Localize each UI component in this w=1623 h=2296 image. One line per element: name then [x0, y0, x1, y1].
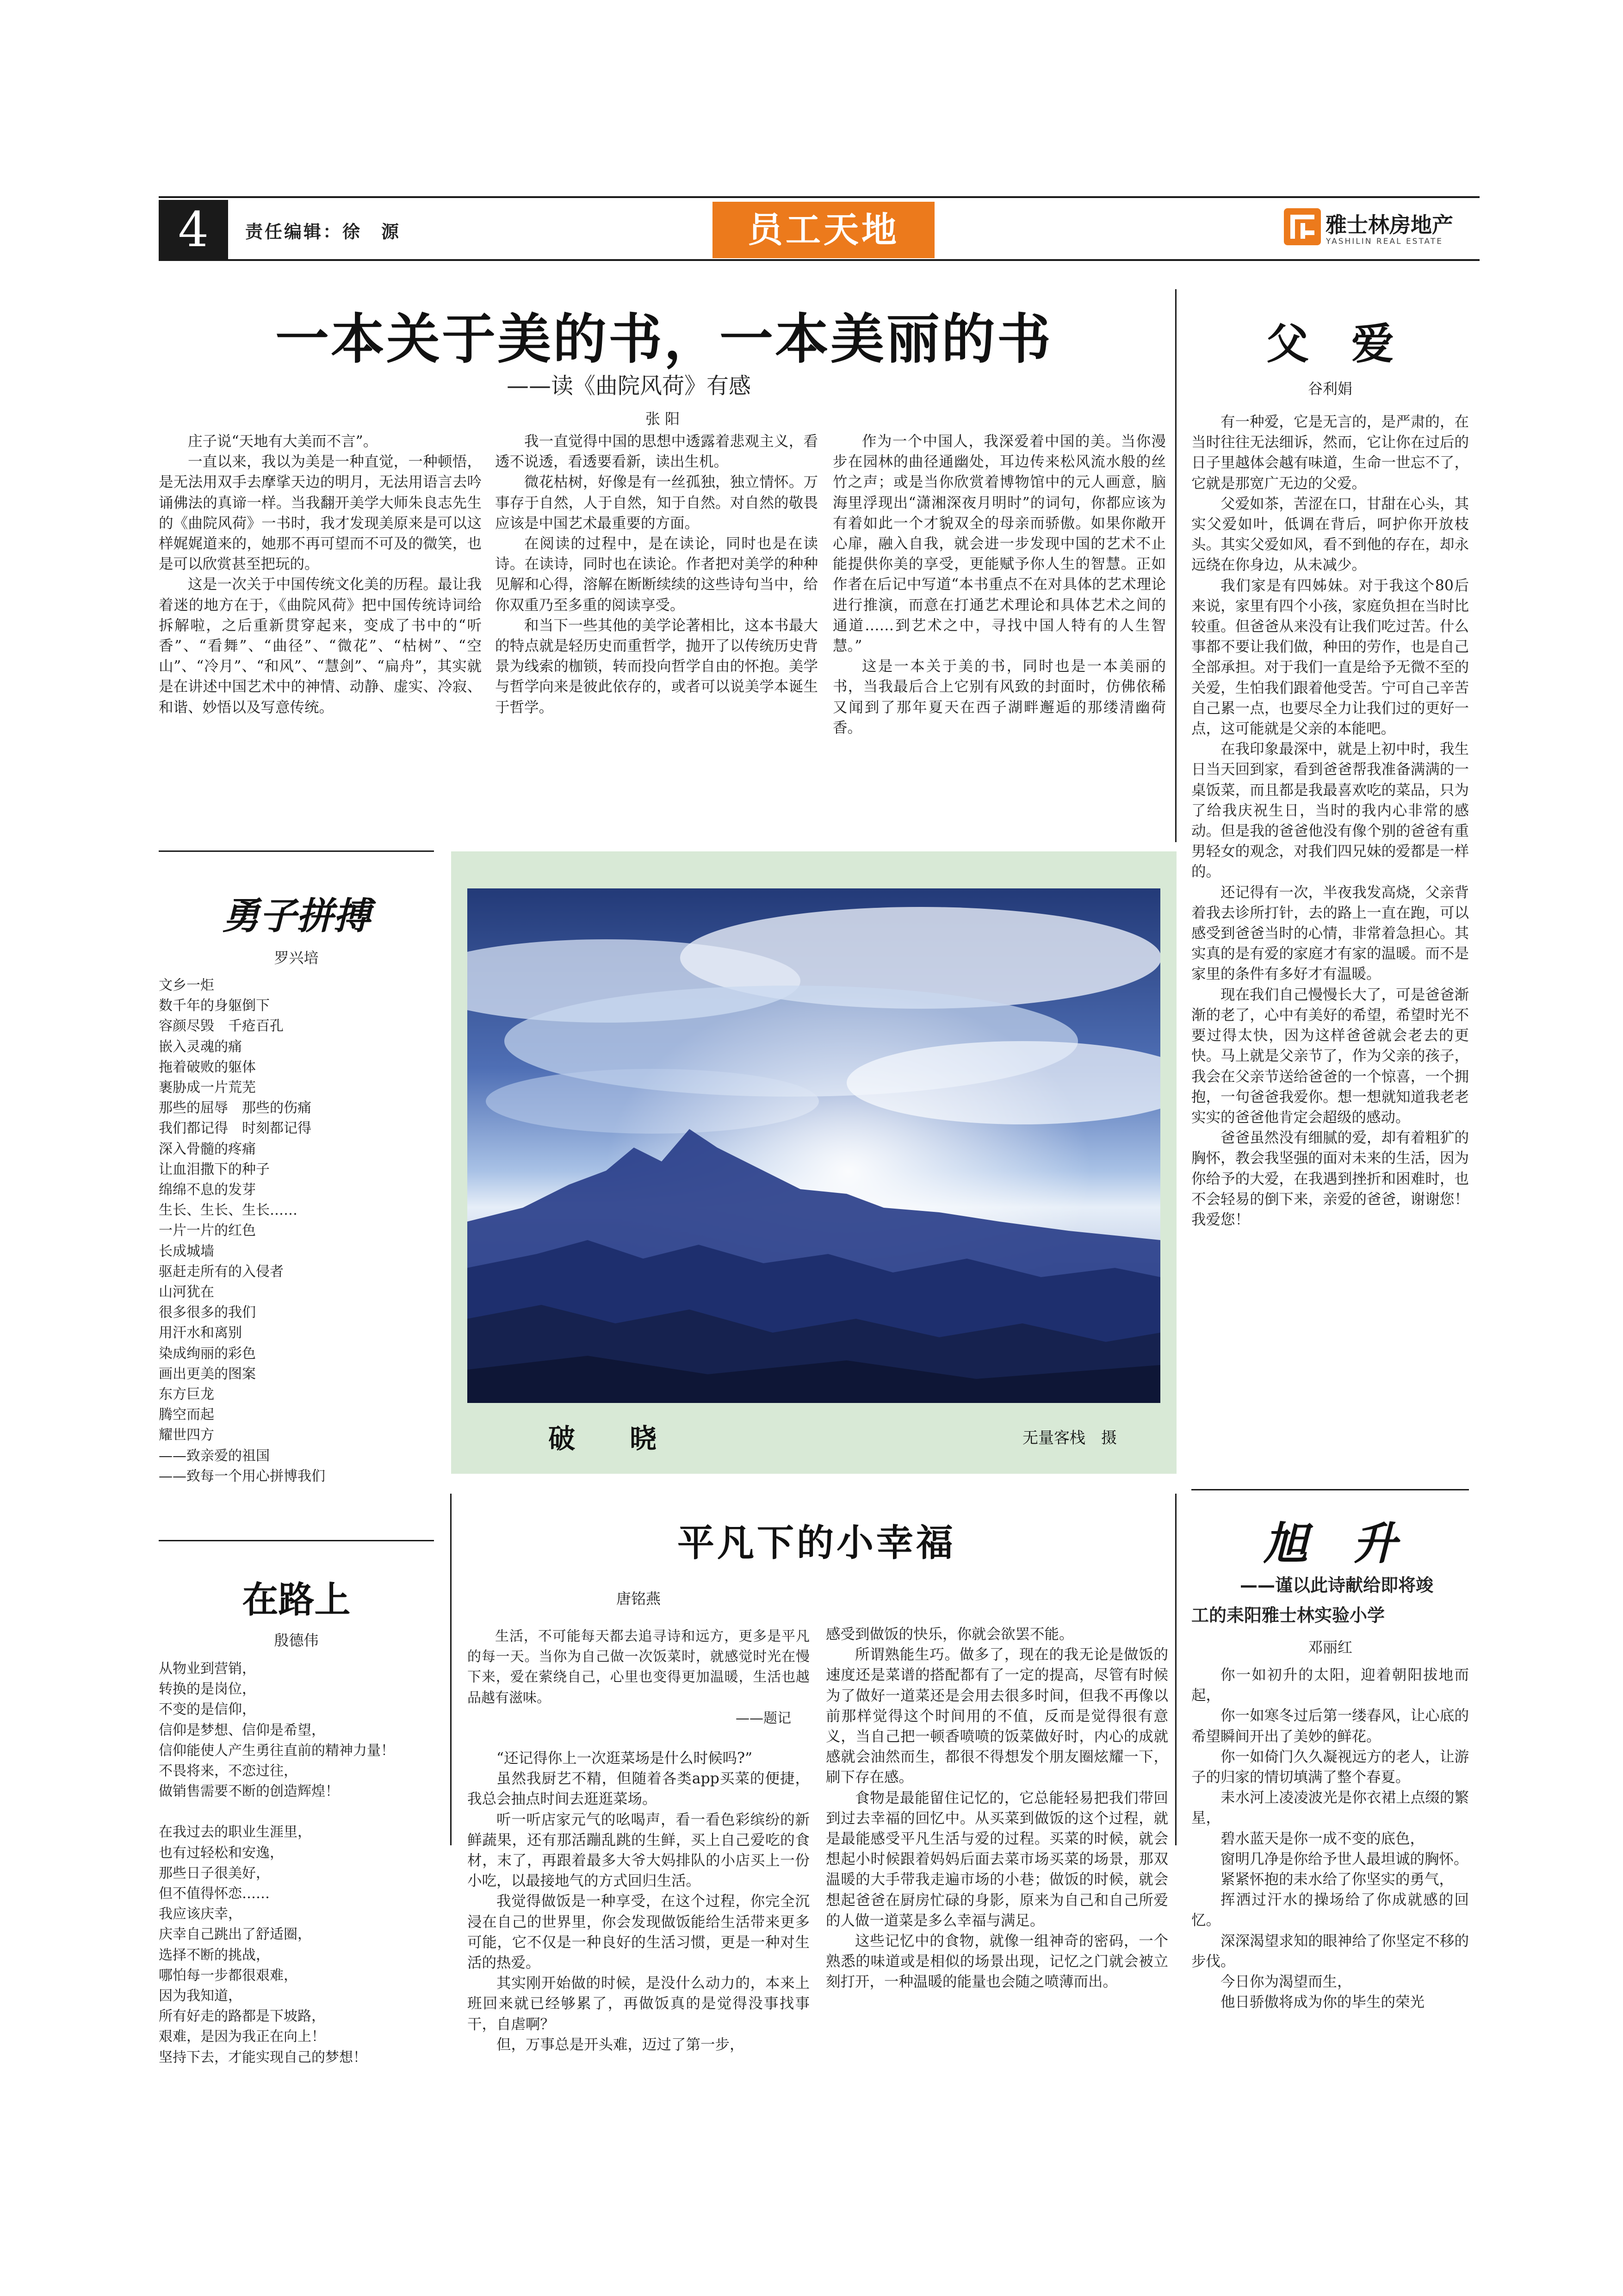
epigraph-sign: ——题记 [736, 1710, 791, 1726]
header-bottom-rule [159, 259, 1480, 261]
poem-line: 也有过轻松和安逸， [159, 1844, 284, 1861]
poem-line: 所有好走的路都是下坡路， [159, 2008, 325, 2025]
poem-line: 庆幸自己跳出了舒适圈， [159, 1926, 311, 1943]
paragraph: 耒水河上凌凌波光是你衣裙上点缀的繁星， [1191, 1789, 1469, 1827]
poem-line: 容颜尽毁 千疮百孔 [159, 1018, 284, 1035]
paragraph: 听一听店家元气的吆喝声，看一看色彩缤纷的新鲜蔬果，还有那活蹦乱跳的生鲜，买上自己爱吃的食材，末了，再跟着最多大爷大妈排队的小店买上一份小吃，以最接地气的方式回归生活。 [467, 1811, 810, 1890]
paragraph: 你一如寒冬过后第一缕春风，让心底的希望瞬间开出了美妙的鲜花。 [1191, 1707, 1469, 1745]
happy-column-2 [826, 1624, 1168, 1992]
paragraph: 他日骄傲将成为你的毕生的荣光 [1220, 1994, 1425, 2011]
column-rule [450, 1494, 452, 1845]
section-divider [159, 1540, 434, 1541]
paragraph: 父爱如茶，苦涩在口，甘甜在心头，其实父爱如叶，低调在背后，呵护你开放枝头。其实父爱如风，看不到他的存在，却永远绕在你身边，从未减少。 [1191, 495, 1469, 574]
paragraph: 窗明几净是你给予世人最坦诚的胸怀。 [1220, 1850, 1468, 1868]
column-rule [1175, 289, 1177, 842]
poem-line: 生长、生长、生长…… [159, 1202, 297, 1219]
paragraph: 挥洒过汗水的操场给了你成就感的回忆。 [1191, 1892, 1469, 1929]
father-author: 谷利娟 [1307, 380, 1352, 397]
poem-line: 用汗水和离别 [159, 1325, 242, 1341]
poem-line: 我们都记得 时刻都记得 [159, 1120, 311, 1137]
poem-line: 一片一片的红色 [159, 1222, 256, 1239]
paragraph: 作为一个中国人，我深爱着中国的美。当你漫步在园林的曲径通幽处，耳边传来松风流水般的丝竹之声；或是当你欣赏着博物馆中的元人画意，脑海里浮现出“潇湘深夜月明时”的词句，你都应该为有着如此一个才貌双全的母亲而骄傲。如果你敞开心扉，融入自我，就会进一步发现中国的艺术不止能提供你美的享受，更能赋予你人生的智慧。正如作者在后记中写道“本书重点不在对具体的艺术理论进行推演，而意在打通艺术理论和具体艺术之间的通道……到艺术之中，寻找中国人特有的人生智慧。” [833, 433, 1166, 655]
poem-line: 哪怕每一步都很艰难， [159, 1967, 297, 1984]
header-top-rule [159, 196, 1480, 198]
rise-body [1191, 1665, 1469, 2012]
poem-line: ——致亲爱的祖国 [159, 1447, 270, 1464]
article-subtitle: ——读《曲院风荷》有感 [507, 373, 751, 399]
poem-line: 做销售需要不断的创造辉煌！ [159, 1783, 339, 1800]
poem-line: 耀世四方 [159, 1427, 214, 1444]
stanza-gap [159, 1802, 395, 1822]
paragraph: 我觉得做饭是一种享受，在这个过程，你完全沉浸在自己的世界里，你会发现做饭能给生活带来更多可能，它不仅是一种良好的生活习惯，更是一种对生活的热爱。 [467, 1893, 810, 1972]
page-number: 4 [159, 200, 228, 259]
paragraph: 食物是最能留住记忆的，它总能轻易把我们带回到过去幸福的回忆中。从买菜到做饭的这个过程，就是最能感受平凡生活与爱的过程。买菜的时候，就会想起小时候跟着妈妈后面去菜市场买菜的场景，那双温暖的大手带我走遍市场的小巷；做饭的时候，就会想起爸爸在厨房忙碌的身影，原来为自己和自己所爱的人做一道菜是多么幸福与满足。 [826, 1789, 1168, 1929]
poem-line: 不畏将来，不恋过往， [159, 1763, 297, 1780]
brand-name: 雅士林房地产 [1326, 212, 1453, 237]
poem-line: 从物业到营销， [159, 1661, 256, 1677]
poem-line: 不变的是信仰， [159, 1701, 256, 1718]
rise-title: 旭 升 [1264, 1517, 1397, 1570]
poem-line: 因为我知道， [159, 1988, 242, 2004]
poem-line: 艰难，是因为我正在向上！ [159, 2029, 325, 2045]
paragraph: 虽然我厨艺不精，但随着各类app买菜的便捷，我总会抽点时间去逛逛菜场。 [467, 1770, 810, 1808]
paragraph: 我一直觉得中国的思想中透露着悲观主义，看透不说透，看透要看新，读出生机。 [495, 433, 818, 471]
paragraph: 其实刚开始做的时候，是没什么动力的，本来上班回来就已经够累了，再做饭真的是觉得没事找事干，自虐啊？ [467, 1975, 810, 2033]
brand-name-en: YASHILIN REAL ESTATE [1326, 237, 1443, 246]
paragraph: 紧紧怀抱的耒水给了你坚实的勇气， [1220, 1871, 1454, 1888]
poem-line: 信仰能使人产生勇往直前的精神力量！ [159, 1742, 395, 1759]
poem-line: 那些日子很美好， [159, 1865, 270, 1881]
poem-road-lines [159, 1659, 395, 2068]
article-author: 张 阳 [645, 410, 680, 428]
paragraph: 微花枯树，好像是有一丝孤独，独立情怀。万事存于自然，人于自然，知于自然。对自然的敬畏应该是中国艺术最重要的方面。 [495, 474, 818, 532]
poem-brave-title: 勇子拼搏 [222, 894, 371, 937]
article-book-column-2 [495, 431, 818, 718]
poem-line: 拖着破败的躯体 [159, 1059, 256, 1075]
paragraph: 我们家是有四姊妹。对于我这个80后来说，家里有四个小孩，家庭负担在当时比较重。但爸爸从来没有让我们吃过苦。什么事都不要让我们做，种田的劳作，也是自己全部承担。对于我们一直是给予无微不至的关爱，生怕我们跟着他受苦。宁可自己辛苦自己累一点，也要尽全力让我们过的更好一点，这可能就是父亲的本能吧。 [1191, 577, 1469, 738]
poem-line: 但不值得怀恋…… [159, 1886, 270, 1902]
paragraph: 庄子说“天地有大美而不言”。 [188, 433, 378, 450]
poem-brave-author: 罗兴培 [274, 949, 319, 967]
article-title: 一本关于美的书，一本美丽的书 [275, 308, 1053, 371]
poem-line: 选择不断的挑战， [159, 1947, 270, 1963]
father-body [1191, 412, 1469, 1230]
poem-road-title: 在路上 [242, 1579, 351, 1621]
paragraph: 碧水蓝天是你一成不变的底色， [1220, 1830, 1425, 1847]
paragraph: 感受到做饭的快乐，你就会欲罢不能。 [826, 1626, 1074, 1643]
paragraph: 还记得有一次，半夜我发高烧，父亲背着我去诊所打针，去的路上一直在跑，可以感受到爸爸当时的心情，非常着急担心。其实真的是有爱的家庭才有家的温暖。而不是家里的条件有多好才有温暖。 [1191, 884, 1469, 983]
paragraph: 在我印象最深中，就是上初中时，我生日当天回到家，看到爸爸帮我准备满满的一桌饭菜，而且都是我最喜欢吃的菜品，只为了给我庆祝生日，当时的我内心非常的感动。但是我的爸爸他没有像个别的爸爸有重男轻女的观念，对我们四兄妹的爱都是一样的。 [1191, 741, 1469, 881]
poem-line: ——致每一个用心拼博我们 [159, 1468, 325, 1484]
rise-subtitle-2: 工的耒阳雅士林实验小学 [1191, 1605, 1385, 1626]
rise-author: 邓丽红 [1307, 1638, 1352, 1656]
poem-line: 嵌入灵魂的痛 [159, 1038, 242, 1055]
paragraph: 和当下一些其他的美学论著相比，这本书最大的特点就是轻历史而重哲学，抛开了以传统历史背景为线索的枷锁，转而投向哲学自由的怀抱。美学与哲学向来是彼此依存的，或者可以说美学本诞生于哲学。 [495, 617, 818, 716]
paragraph: 你一如初升的太阳，迎着朝阳拔地而起， [1191, 1667, 1469, 1704]
poem-road-author: 殷德伟 [274, 1632, 319, 1649]
poem-line: 东方巨龙 [159, 1386, 214, 1403]
happy-title: 平凡下的小幸福 [677, 1521, 956, 1564]
poem-line: 那些的屈辱 那些的伤痛 [159, 1100, 311, 1117]
article-book-column-1 [159, 431, 482, 718]
poem-line: 长成城墙 [159, 1243, 214, 1260]
photo-credit: 无量客栈 摄 [1022, 1429, 1117, 1447]
yashilin-logo-icon [1284, 208, 1321, 245]
photo-caption: 破 晓 [548, 1423, 671, 1454]
paragraph: 在阅读的过程中，是在读论，同时也是在读诗。在读诗，同时也在读论。作者把对美学的种种见解和心得，溶解在断断续续的这些诗句当中，给你双重乃至多重的阅读享受。 [495, 535, 818, 614]
poem-line: 转换的是岗位， [159, 1681, 256, 1698]
father-title: 父 爱 [1266, 319, 1394, 369]
poem-line: 让血泪撒下的种子 [159, 1161, 270, 1178]
paragraph: 这些记忆中的食物，就像一组神奇的密码，一个熟悉的味道或是相似的场景出现，记忆之门就会被立刻打开，一种温暖的能量也会随之喷薄而出。 [826, 1933, 1168, 1991]
paragraph: 所谓熟能生巧。做多了，现在的我无论是做饭的速度还是菜谱的搭配都有了一定的提高，尽管有时候为了做好一道菜还是会用去很多时间，但我不再像以前那样觉得这个时间用的不值，反而是觉得很有意义，当自己把一顿香喷喷的饭菜做好时，内心的成就感就会油然而生，都很不得想发个朋友圈炫耀一下，刷下存在感。 [826, 1646, 1168, 1786]
section-divider [159, 850, 434, 852]
paragraph: 今日你为渴望而生， [1220, 1973, 1352, 1991]
happy-column-1 [467, 1748, 810, 2055]
sunrise-mountain-photo [467, 888, 1160, 1403]
article-book-column-3 [833, 431, 1166, 738]
paragraph: 现在我们自己慢慢长大了，可是爸爸渐渐的老了，心中有美好的希望，希望时光不要过得太快，因为这样爸爸就会老去的更快。马上就是父亲节了，作为父亲的孩子，我会在父亲节送给爸爸的一个惊喜，一个拥抱，一句爸爸我爱你。想一想就知道我老老实实的爸爸他肯定会超级的感动。 [1191, 986, 1469, 1126]
paragraph: 有一种爱，它是无言的，是严肃的，在当时往往无法细诉，然而，它让你在过后的日子里越体会越有味道，生命一世忘不了，它就是那宽广无边的父爱。 [1191, 414, 1469, 492]
happy-epigraph [467, 1626, 810, 1729]
rise-subtitle-1: ——谨以此诗献给即将竣 [1240, 1575, 1434, 1595]
poem-line: 我应该庆幸， [159, 1906, 242, 1923]
poem-brave-lines [159, 975, 325, 1487]
column-rule [1175, 1494, 1177, 1845]
poem-line: 文乡一炬 [159, 977, 214, 993]
paragraph: 深深渴望求知的眼神给了你坚定不移的步伐。 [1191, 1932, 1469, 1970]
paragraph: “还记得你上一次逛菜场是什么时候吗?” [496, 1750, 753, 1767]
editor-credit: 责任编辑：徐 源 [245, 222, 401, 242]
poem-line: 画出更美的图案 [159, 1365, 256, 1382]
paragraph: 这是一次关于中国传统文化美的历程。最让我着迷的地方在于，《曲院风荷》把中国传统诗词给拆解啦，之后重新贯穿起来，变成了书中的“听香”、“看舞”、“曲径”、“微花”、“枯树”、“空山”、“冷月”、“和风”、“慧剑”、“扁舟”，其实就是在讲述中国艺术中的神情、动静、虚实、冷寂、和谐、妙悟以及写意传统。 [159, 576, 482, 716]
paragraph: 这是一本关于美的书，同时也是一本美丽的书，当我最后合上它别有风致的封面时，仿佛依稀又闻到了那年夏天在西子湖畔邂逅的那缕清幽荷香。 [833, 658, 1166, 736]
poem-line: 在我过去的职业生涯里， [159, 1824, 311, 1841]
poem-line: 数千年的身躯倒下 [159, 998, 270, 1014]
poem-line: 坚持下去，才能实现自己的梦想！ [159, 2049, 367, 2066]
poem-line: 山河犹在 [159, 1284, 214, 1301]
poem-line: 深入骨髓的疼痛 [159, 1141, 256, 1157]
poem-line: 驱赶走所有的入侵者 [159, 1263, 284, 1280]
poem-line: 很多很多的我们 [159, 1304, 256, 1321]
section-divider [1191, 1489, 1469, 1490]
paragraph: 你一如倚门久久凝视远方的老人，让游子的归家的情切填满了整个春夏。 [1191, 1748, 1469, 1786]
poem-line: 染成绚丽的彩色 [159, 1345, 256, 1362]
poem-line: 绵绵不息的发芽 [159, 1182, 256, 1198]
paragraph: 爸爸虽然没有细腻的爱，却有着粗犷的胸怀，教会我坚强的面对未来的生活，因为你给予的大爱，在我遇到挫折和困难时，也不会轻易的倒下来，亲爱的爸爸，谢谢您！我爱您！ [1191, 1129, 1469, 1228]
poem-line: 信仰是梦想、信仰是希望， [159, 1722, 325, 1738]
paragraph: 但，万事总是开头难，迈过了第一步， [496, 2036, 744, 2053]
paragraph: 一直以来，我以为美是一种直觉，一种顿悟，是无法用双手去摩挲天边的明月，无法用语言去吟诵佛法的真谛一样。当我翻开美学大师朱良志先生的《曲院风荷》一书时，我才发现美原来是可以这样娓娓道来的，她那不再可望而不可及的微笑，也是可以欣赏甚至把玩的。 [159, 453, 482, 573]
section-title: 员工天地 [712, 202, 935, 258]
happy-author: 唐铭燕 [616, 1590, 661, 1607]
epigraph-text: 生活，不可能每天都去追寻诗和远方，更多是平凡的每一天。当你为自己做一次饭菜时，就感觉时光在慢下来，爱在萦绕自己，心里也变得更加温暖，生活也越品越有滋味。 [467, 1628, 810, 1706]
poem-line: 腾空而起 [159, 1407, 214, 1423]
poem-line: 裹胁成一片荒芜 [159, 1080, 256, 1096]
